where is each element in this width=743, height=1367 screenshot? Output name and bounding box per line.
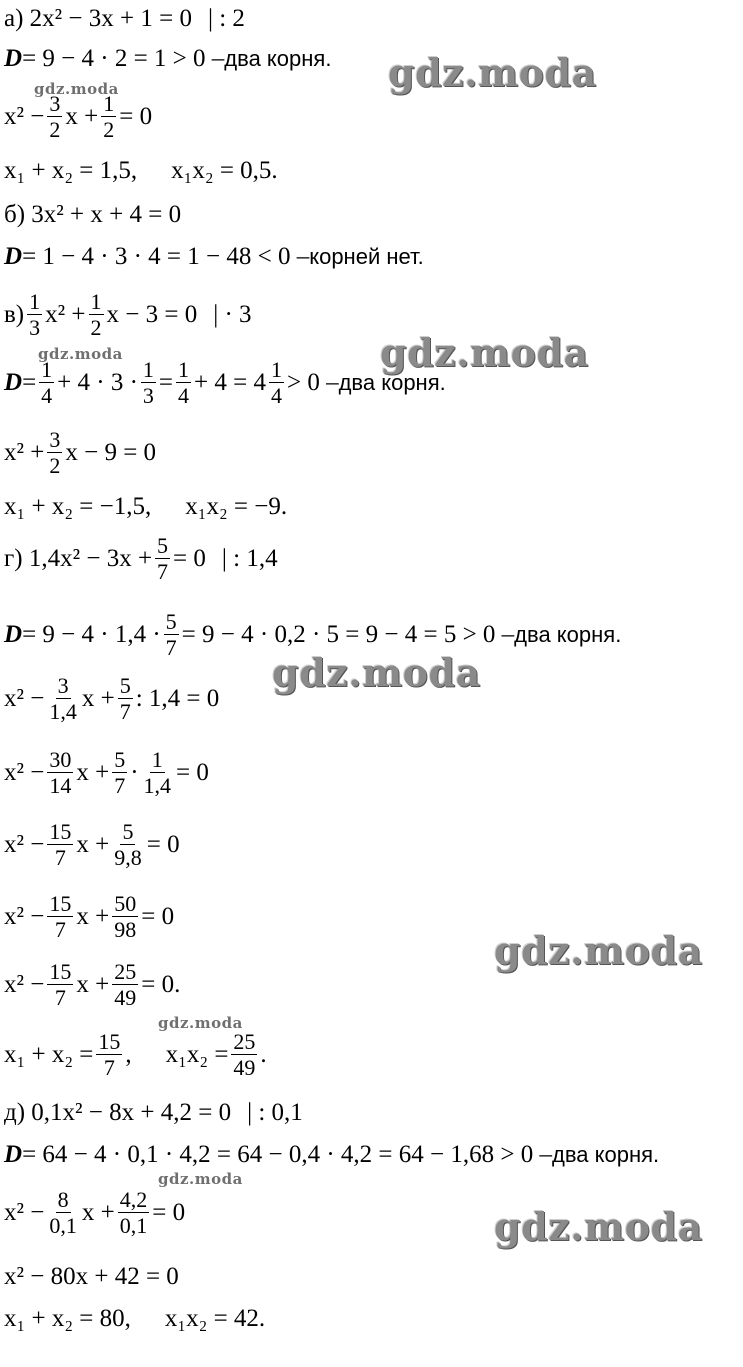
denominator: 3: [142, 383, 154, 409]
expr-part: 1,4x² − 3x +: [28, 545, 153, 573]
expr-part: = 0: [152, 1199, 186, 1227]
watermark-logo: gdz.moda: [158, 1014, 243, 1032]
fraction: [47, 428, 62, 477]
discriminant-symbol: D: [4, 243, 23, 270]
numerator: 3: [49, 91, 61, 116]
expr-part: x² +: [4, 439, 45, 467]
denominator: 14: [49, 773, 72, 799]
numerator: 1: [142, 357, 154, 382]
fraction: [47, 1188, 79, 1237]
watermark-logo: gdz.moda: [388, 50, 597, 95]
numerator: 1: [90, 289, 102, 314]
numerator: 25: [114, 959, 137, 984]
line-a-equation: [4, 6, 245, 31]
line-a-vieta: [4, 158, 278, 183]
line-g-reduced-5: [4, 960, 180, 1009]
operation-note: | : 1,4: [221, 545, 278, 573]
equation-text: 2x² − 3x + 1 = 0: [29, 5, 192, 32]
numerator: 25: [233, 1029, 256, 1054]
line-g-reduced-1: [4, 674, 219, 723]
numerator: 30: [49, 747, 72, 772]
roots-note: два корня.: [551, 1141, 660, 1167]
expr-part: ,: [125, 1041, 132, 1069]
denominator: 1,4: [49, 699, 77, 725]
denominator: 0,1: [49, 1213, 77, 1239]
line-d-reduced: [4, 1188, 185, 1237]
watermark-logo: gdz.moda: [34, 80, 119, 98]
expr-part: x − 3 = 0: [106, 301, 198, 329]
numerator: 8: [57, 1187, 69, 1212]
numerator: 1: [270, 357, 282, 382]
expr-part: = 0: [146, 831, 180, 859]
discriminant-expression: = 64 − 4 · 0,1 · 4,2 = 64 − 0,4 · 4,2 = 64 − 1,68 > 0 –: [22, 1141, 552, 1168]
fraction: [96, 1030, 122, 1079]
fraction: [142, 748, 174, 797]
denominator: 2: [103, 117, 115, 143]
expr-part: = 9 − 4 · 0,2 · 5 = 9 − 4 = 5 > 0 –: [181, 621, 515, 649]
numerator: 1: [103, 91, 115, 116]
roots-sum: x₁ + x₂ = 80,: [4, 1305, 131, 1332]
numerator: 15: [49, 819, 72, 844]
discriminant-symbol: D: [4, 369, 23, 397]
expr-part: = 0.: [141, 971, 181, 999]
denominator: 2: [90, 315, 102, 341]
line-g-reduced-3: [4, 820, 180, 869]
fraction: [112, 960, 138, 1009]
roots-product: x₁x₂ = 42.: [164, 1305, 266, 1332]
fraction: [118, 1188, 150, 1237]
numerator: 1: [29, 289, 41, 314]
fraction: [39, 358, 54, 407]
line-v-vieta: [4, 494, 287, 519]
operation-note: | : 0,1: [247, 1099, 303, 1126]
fraction: [231, 1030, 257, 1079]
expr-part: x +: [76, 903, 110, 931]
expr-part: =: [158, 369, 174, 397]
discriminant-symbol: D: [4, 1141, 23, 1168]
discriminant-symbol: D: [4, 45, 23, 72]
item-label-a: а): [4, 5, 24, 32]
denominator: 7: [54, 845, 66, 871]
expr-part: x +: [81, 1199, 115, 1227]
numerator: 1: [178, 357, 190, 382]
operation-note: | : 2: [207, 5, 245, 32]
line-a-reduced: [4, 92, 152, 141]
denominator: 4: [41, 383, 53, 409]
watermark-logo: gdz.moda: [494, 928, 703, 973]
expr-part: x² −: [4, 103, 45, 131]
denominator: 7: [119, 699, 131, 725]
item-label-d: д): [4, 1099, 26, 1126]
equation-text: x² − 80x + 42 = 0: [4, 1263, 179, 1290]
line-g-discriminant: [4, 610, 621, 659]
numerator: 1: [41, 357, 53, 382]
fraction: [164, 610, 179, 659]
expr-part: : 1,4 = 0: [135, 685, 220, 713]
roots-product: x₁x₂ =: [165, 1041, 229, 1069]
line-v-discriminant: [4, 358, 446, 407]
fraction: [141, 358, 156, 407]
discriminant-expression: = 1 − 4 · 3 · 4 = 1 − 48 < 0 –: [22, 243, 310, 270]
fraction: [176, 358, 191, 407]
numerator: 5: [114, 747, 126, 772]
fraction: [89, 290, 104, 339]
fraction: [269, 358, 284, 407]
line-d-equation: [4, 1100, 303, 1125]
fraction: [101, 92, 116, 141]
expr-part: .: [260, 1041, 267, 1069]
roots-sum: x₁ + x₂ = 1,5,: [4, 157, 138, 184]
denominator: 49: [114, 985, 137, 1011]
denominator: 1,4: [143, 773, 172, 799]
denominator: 98: [114, 917, 137, 943]
denominator: 7: [54, 985, 66, 1011]
watermark-logo: gdz.moda: [380, 330, 589, 375]
line-a-discriminant: [4, 46, 331, 71]
numerator: 5: [119, 673, 131, 698]
fraction: [47, 748, 73, 797]
line-g-vieta: [4, 1030, 267, 1079]
expr-part: x² −: [4, 759, 45, 787]
denominator: 49: [233, 1055, 256, 1081]
expr-part: x² −: [4, 903, 45, 931]
denominator: 7: [114, 773, 126, 799]
expr-part: x² −: [4, 971, 45, 999]
roots-note: два корня.: [514, 621, 622, 647]
roots-product: x₁x₂ = 0,5.: [171, 157, 278, 184]
line-b-discriminant: [4, 244, 424, 269]
line-d-vieta: [4, 1306, 265, 1331]
roots-sum: x₁ + x₂ = −1,5,: [4, 493, 152, 520]
roots-note: корней нет.: [309, 243, 424, 269]
roots-note: два корня.: [338, 369, 446, 395]
numerator: 50: [114, 891, 137, 916]
fraction: [47, 820, 73, 869]
expr-part: x² −: [4, 685, 45, 713]
line-v-equation: [4, 290, 252, 339]
denominator: 4: [178, 383, 190, 409]
line-d-simplified: [4, 1264, 179, 1289]
denominator: 2: [49, 117, 61, 143]
expr-part: x +: [81, 685, 115, 713]
denominator: 3: [29, 315, 41, 341]
discriminant-symbol: D: [4, 621, 23, 649]
numerator: 3: [57, 673, 69, 698]
denominator: 7: [157, 559, 169, 585]
operation-note: | · 3: [213, 301, 252, 329]
fraction: [112, 748, 127, 797]
watermark-logo: gdz.moda: [158, 1170, 243, 1188]
fraction: [47, 92, 62, 141]
numerator: 5: [122, 819, 134, 844]
denominator: 7: [103, 1055, 115, 1081]
fraction: [47, 960, 73, 1009]
item-label-b: б): [4, 201, 26, 228]
item-label-v: в): [4, 301, 25, 329]
watermark-logo: gdz.moda: [272, 650, 481, 695]
denominator: 0,1: [119, 1213, 148, 1239]
expr-part: + 4 · 3 ·: [57, 369, 138, 397]
expr-part: x − 9 = 0: [65, 439, 157, 467]
expr-part: > 0 –: [286, 369, 339, 397]
numerator: 5: [157, 533, 169, 558]
denominator: 2: [49, 453, 61, 479]
numerator: 4,2: [119, 1187, 148, 1212]
line-g-equation: [4, 534, 278, 583]
line-b-equation: [4, 202, 181, 227]
expr-part: x² −: [4, 1199, 45, 1227]
denominator: 7: [54, 917, 66, 943]
numerator: 3: [49, 427, 61, 452]
line-v-reduced: [4, 428, 156, 477]
line-d-discriminant: [4, 1142, 659, 1167]
denominator: 7: [165, 635, 177, 661]
fraction: [27, 290, 42, 339]
roots-note: два корня.: [224, 45, 332, 71]
numerator: 5: [165, 609, 177, 634]
line-g-reduced-4: [4, 892, 174, 941]
expr-part: x +: [76, 759, 110, 787]
expr-part: x +: [76, 971, 110, 999]
expr-part: =: [22, 369, 37, 397]
expr-part: x² −: [4, 831, 45, 859]
numerator: 15: [49, 959, 72, 984]
fraction: [47, 892, 73, 941]
denominator: 9,8: [114, 845, 142, 871]
fraction: [155, 534, 170, 583]
expr-part: ·: [130, 759, 139, 787]
expr-part: = 0: [173, 545, 206, 573]
denominator: 4: [270, 383, 282, 409]
fraction: [112, 892, 138, 941]
expr-part: = 0: [119, 103, 153, 131]
equation-text: 3x² + x + 4 = 0: [31, 201, 182, 228]
expr-part: x +: [65, 103, 99, 131]
discriminant-expression: = 9 − 4 · 2 = 1 > 0 –: [22, 45, 225, 72]
expr-part: = 9 − 4 · 1,4 ·: [22, 621, 161, 649]
expr-part: = 0: [176, 759, 209, 787]
fraction: [47, 674, 79, 723]
numerator: 15: [49, 891, 72, 916]
roots-product: x₁x₂ = −9.: [185, 493, 288, 520]
expr-part: = 0: [141, 903, 175, 931]
numerator: 15: [98, 1029, 121, 1054]
watermark-logo: gdz.moda: [38, 345, 123, 363]
roots-sum: x₁ + x₂ =: [4, 1041, 94, 1069]
expr-part: x² +: [45, 301, 86, 329]
fraction: [112, 820, 144, 869]
watermark-logo: gdz.moda: [494, 1204, 703, 1249]
fraction: [118, 674, 133, 723]
expr-part: x +: [76, 831, 110, 859]
item-label-g: г): [4, 545, 23, 573]
line-g-reduced-2: [4, 748, 209, 797]
equation-text: 0,1x² − 8x + 4,2 = 0: [31, 1099, 232, 1126]
expr-part: + 4 = 4: [194, 369, 266, 397]
numerator: 1: [151, 747, 163, 772]
